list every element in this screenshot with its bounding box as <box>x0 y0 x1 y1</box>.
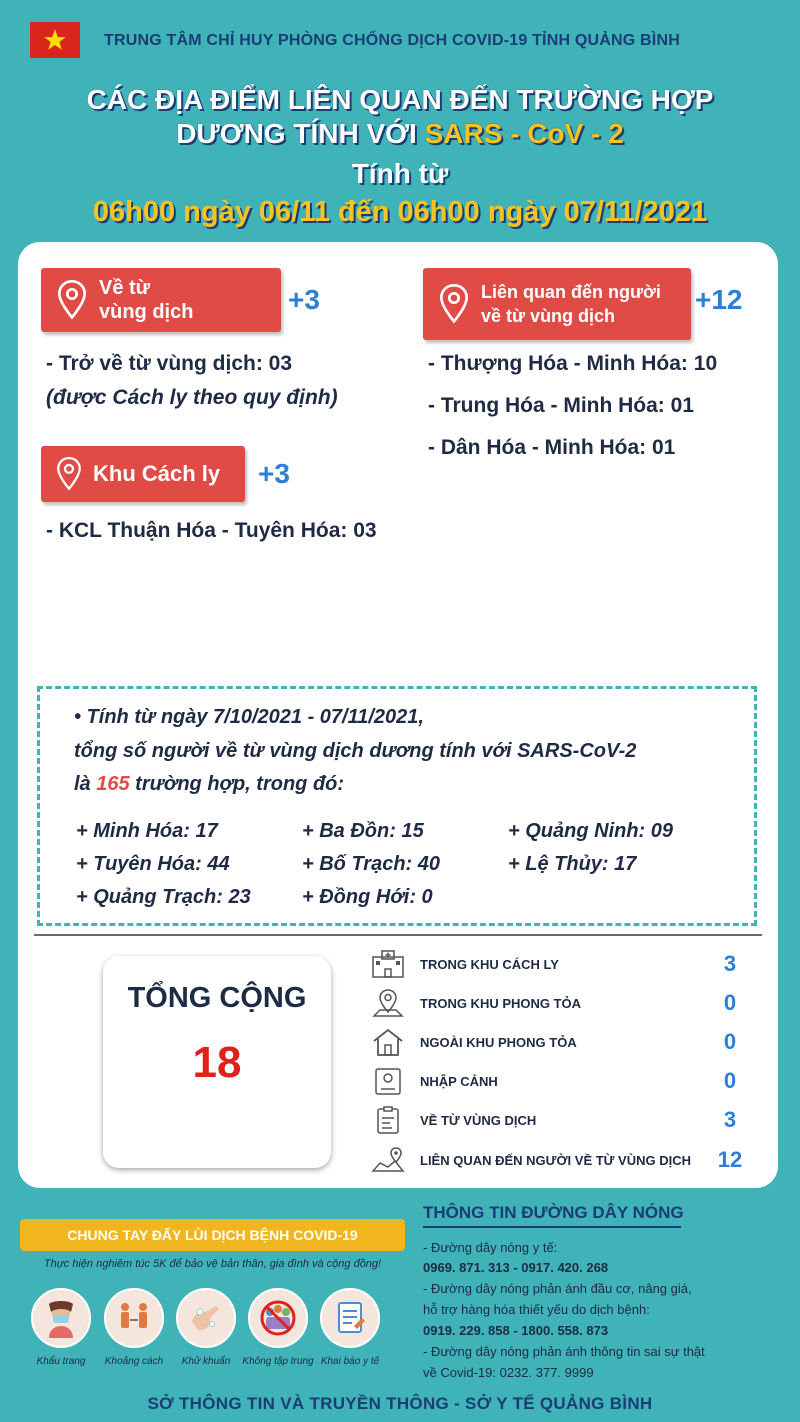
map-pin-icon <box>370 988 406 1018</box>
related-count: +12 <box>695 284 743 315</box>
campaign-banner: CHUNG TAY ĐẨY LÙI DỊCH BỆNH COVID-19 <box>20 1219 405 1251</box>
location-pin-icon <box>55 280 89 320</box>
tag-returned-label <box>99 276 193 324</box>
vietnam-flag-icon <box>30 22 80 58</box>
stat-row-entry <box>370 1064 750 1098</box>
summary-suffix: trường hợp, trong đó: <box>129 773 345 795</box>
hospital-icon <box>370 949 406 979</box>
no-gathering-icon <box>248 1288 308 1348</box>
hotline-underline <box>423 1226 681 1228</box>
measure-label: Không tập trung <box>242 1356 314 1367</box>
disinfect-icon <box>176 1288 236 1348</box>
district-ba-don: + Ba Đồn: 15 <box>302 820 424 842</box>
district-bo-trach: + Bố Trạch: 40 <box>302 853 441 875</box>
measure-label: Khoảng cách <box>104 1356 164 1367</box>
stat-row-returned <box>370 1103 750 1137</box>
stat-value: 0 <box>723 1029 737 1054</box>
clipboard-icon <box>370 1105 406 1135</box>
campaign-subtitle: Thực hiện nghiêm túc 5K để bảo vệ bản thân, gia đình và cộng đồng! <box>43 1258 382 1270</box>
header <box>0 0 800 250</box>
summary-prefix: là <box>74 773 97 795</box>
location-pin-icon <box>55 457 83 491</box>
returned-line-2: (được Cách ly theo quy định) <box>46 386 338 409</box>
hotline-line: về Covid-19: 0232. 377. 9999 <box>423 1365 594 1380</box>
title-line-1: CÁC ĐỊA ĐIỂM LIÊN QUAN ĐẾN TRƯỜNG HỢP <box>86 84 714 115</box>
virus-name: SARS - CoV - 2 <box>424 118 624 149</box>
hotline-phone: 0969. 871. 313 - 0917. 420. 268 <box>423 1260 609 1275</box>
quarantine-line-1: - KCL Thuận Hóa - Tuyên Hóa: 03 <box>46 519 377 542</box>
tag-related-line1: Liên quan đến người <box>481 282 661 302</box>
hotline-line: - Đường dây nóng y tế: <box>423 1240 558 1255</box>
map-route-icon <box>370 1145 406 1175</box>
mask-icon <box>31 1288 91 1348</box>
stat-value: 0 <box>723 990 737 1015</box>
measure-label: Khẩu trang <box>36 1356 86 1367</box>
stat-row-quarantine <box>370 947 750 981</box>
summary-line-3 <box>74 773 344 796</box>
returned-count: +3 <box>288 284 320 315</box>
stat-value: 3 <box>723 1107 737 1132</box>
tag-related <box>423 268 691 340</box>
stat-value: 0 <box>723 1068 737 1093</box>
returned-line-1: - Trở về từ vùng dịch: 03 <box>46 352 293 375</box>
summary-total-number: 165 <box>96 773 130 795</box>
summary-line-2: tổng số người về từ vùng dịch dương tính với SARS-CoV-2 <box>74 740 637 762</box>
hotline-phone: 0919. 229. 858 - 1800. 558. 873 <box>423 1323 609 1338</box>
tag-related-label <box>481 280 661 328</box>
district-tuyen-hoa: + Tuyên Hóa: 44 <box>76 853 230 875</box>
measure-label: Khai báo y tế <box>320 1356 380 1367</box>
hotline-title: THÔNG TIN ĐƯỜNG DÂY NÓNG <box>423 1203 684 1222</box>
district-quang-ninh: + Quảng Ninh: 09 <box>508 820 674 842</box>
stat-label: NGOÀI KHU PHONG TỎA <box>420 1034 577 1050</box>
tag-quarantine <box>41 446 245 502</box>
stat-value: 12 <box>717 1147 743 1172</box>
house-icon <box>370 1027 406 1057</box>
district-minh-hoa: + Minh Hóa: 17 <box>76 820 218 842</box>
hotline-line: hỗ trợ hàng hóa thiết yếu do dịch bệnh: <box>423 1302 650 1317</box>
stat-label: LIÊN QUAN ĐẾN NGƯỜI VỀ TỪ VÙNG DỊCH <box>420 1152 692 1168</box>
stat-label: VỀ TỪ VÙNG DỊCH <box>420 1112 537 1128</box>
tag-related-line2: về từ vùng dịch <box>481 306 616 326</box>
footer: SỞ THÔNG TIN VÀ TRUYỀN THÔNG - SỞ Y TẾ QUẢNG BÌNH <box>147 1394 653 1413</box>
hotline-line: - Đường dây nóng phản ánh thông tin sai sự thật <box>423 1344 705 1359</box>
stat-row-lockdown-outside <box>370 1025 750 1059</box>
stat-label: TRONG KHU CÁCH LY <box>420 956 559 972</box>
total-label: TỔNG CỘNG <box>127 982 307 1014</box>
district-dong-hoi: + Đồng Hới: 0 <box>302 886 433 908</box>
date-range: 06h00 ngày 06/11 đến 06h00 ngày 07/11/2021 <box>92 196 708 228</box>
stat-value: 3 <box>723 951 737 976</box>
org-name: TRUNG TÂM CHỈ HUY PHÒNG CHỐNG DỊCH COVID-19 TỈNH QUẢNG BÌNH <box>104 32 680 49</box>
measure-label: Khử khuẩn <box>181 1356 231 1367</box>
related-line-1: - Thượng Hóa - Minh Hóa: 10 <box>428 352 718 375</box>
divider <box>34 934 762 936</box>
title-line-2 <box>0 118 800 150</box>
related-line-3: - Dân Hóa - Minh Hóa: 01 <box>428 436 676 459</box>
tag-returned-line2: vùng dịch <box>99 301 194 323</box>
title-line-3: Tính từ <box>351 158 449 189</box>
distance-icon <box>104 1288 164 1348</box>
summary-line-1: • Tính từ ngày 7/10/2021 - 07/11/2021, <box>74 706 424 728</box>
hotline-line: - Đường dây nóng phản ánh đầu cơ, nâng giá, <box>423 1281 692 1296</box>
tag-quarantine-label: Khu Cách ly <box>93 461 221 486</box>
location-pin-icon <box>437 284 471 324</box>
stat-label: NHẬP CẢNH <box>420 1073 498 1089</box>
stat-label: TRONG KHU PHONG TỎA <box>420 995 582 1011</box>
title-prefix: DƯƠNG TÍNH VỚI <box>176 118 425 149</box>
stat-row-lockdown-inside <box>370 986 750 1020</box>
stat-row-related <box>370 1143 750 1177</box>
total-value: 18 <box>192 1038 242 1087</box>
tag-returned-line1: Về từ <box>99 277 151 299</box>
total-box <box>103 956 331 1168</box>
tag-returned <box>41 268 281 332</box>
related-line-2: - Trung Hóa - Minh Hóa: 01 <box>428 394 694 417</box>
quarantine-count: +3 <box>258 458 290 489</box>
passport-icon <box>370 1066 406 1096</box>
district-le-thuy: + Lệ Thủy: 17 <box>508 853 637 875</box>
district-quang-trach: + Quảng Trạch: 23 <box>76 886 251 908</box>
health-declaration-icon <box>320 1288 380 1348</box>
